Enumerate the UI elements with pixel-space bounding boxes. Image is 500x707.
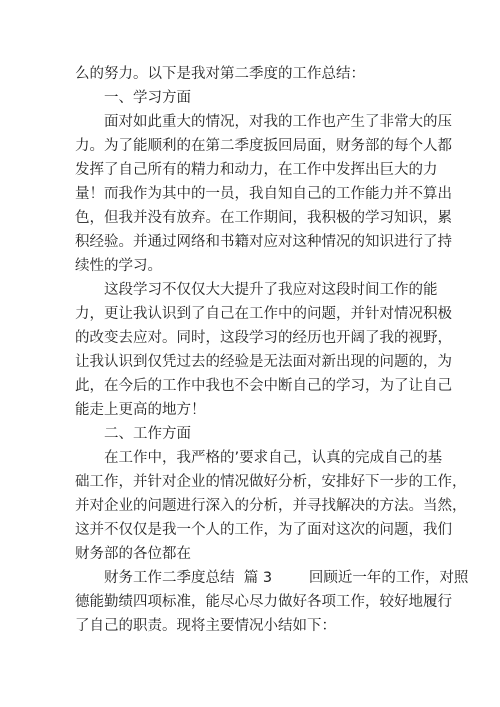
text-line: 德能勤绩四项标准，能尽心尽力做好各项工作，较好地履行 <box>75 594 452 610</box>
text-line: 了自己的职责。现将主要情况小结如下： <box>75 618 336 634</box>
text-line: 让我认识到仅凭过去的经验是无法面对新出现的问题的，为 <box>75 354 452 370</box>
text-line: 财务工作二季度总结 篇 3 回顾近一年的工作，对照 <box>104 570 469 586</box>
text-line: 的改变去应对。同时，这段学习的经历也开阔了我的视野， <box>75 330 452 346</box>
text-line: 发挥了自己所有的精力和动力，在工作中发挥出巨大的力 <box>75 162 438 178</box>
text-line: 能走上更高的地方！ <box>75 402 206 418</box>
text-line: 这段学习不仅仅大大提升了我应对这段时间工作的能 <box>104 282 438 298</box>
text-line: 力。为了能顺利的在第二季度扳回局面，财务部的每个人都 <box>75 138 452 154</box>
text-line: 础工作，并针对企业的情况做好分析，安排好下一步的工作， <box>75 474 467 490</box>
section-heading: 二、工作方面 <box>104 426 191 442</box>
text-line: 面对如此重大的情况，对我的工作也产生了非常大的压 <box>104 114 452 130</box>
section-heading: 一、学习方面 <box>104 90 191 106</box>
text-line: 么的努力。以下是我对第二季度的工作总结： <box>75 66 365 82</box>
text-line: 力，更让我认识到了自己在工作中的问题，并针对情况积极 <box>75 306 452 322</box>
text-line: 在工作中，我严格的’要求自己，认真的完成自己的基 <box>104 450 443 466</box>
text-line: 色，但我并没有放弃。在工作期间，我积极的学习知识，累 <box>75 210 452 226</box>
text-line: 这并不仅仅是我一个人的工作，为了面对这次的问题，我们 <box>75 522 452 538</box>
text-line: 并对企业的问题进行深入的分析，并寻找解决的方法。当然， <box>75 498 467 514</box>
text-line: 财务部的各位都在 <box>75 546 191 562</box>
text-line: 此，在今后的工作中我也不会中断自己的学习，为了让自己 <box>75 378 452 394</box>
text-line: 续性的学习。 <box>75 258 162 274</box>
text-line: 量！而我作为其中的一员，我自知自己的工作能力并不算出 <box>75 186 452 202</box>
text-line: 积经验。并通过网络和书籍对应对这种情况的知识进行了持 <box>75 234 452 250</box>
